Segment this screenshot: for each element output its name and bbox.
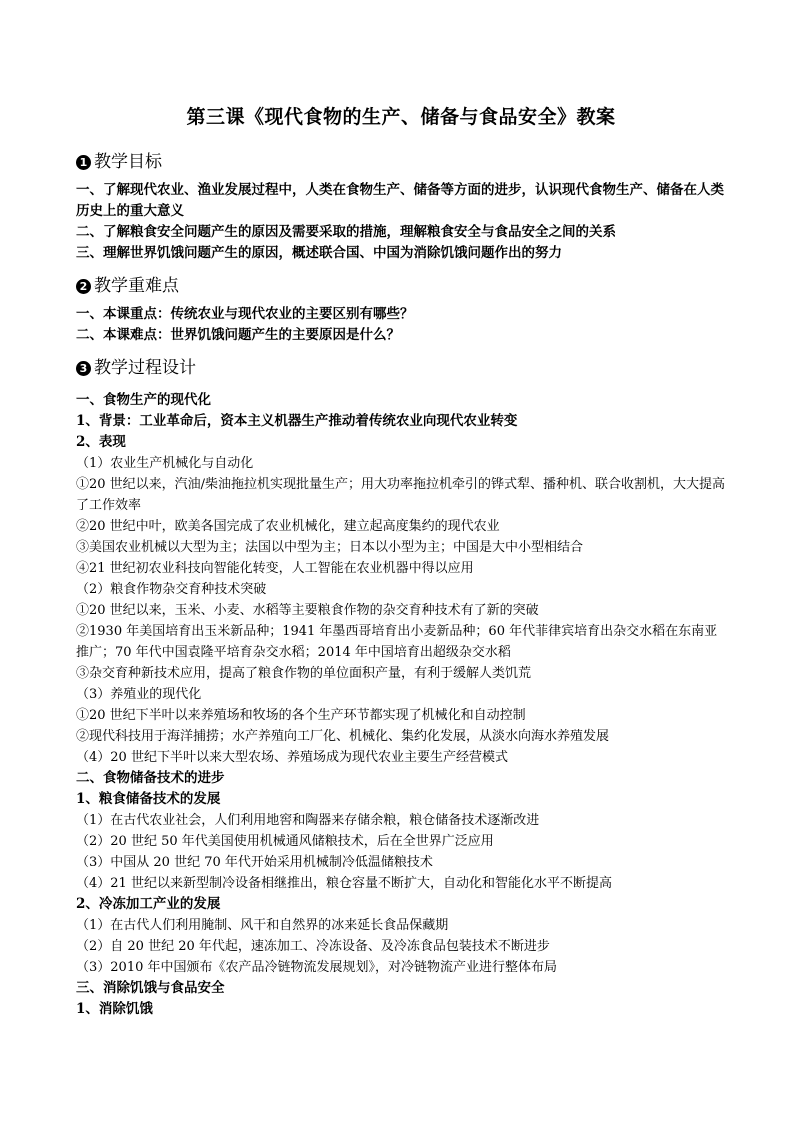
section-heading-text: 教学过程设计 [94,358,196,378]
process-text-line: （1）农业生产机械化与自动化 [76,456,254,471]
process-heading-line: 1、消除饥饿 [76,1001,153,1017]
objective-item: 二、了解粮食安全问题产生的原因及需要采取的措施，理解粮食安全与食品安全之间的关系 [76,224,616,240]
keypoint-item: 一、本课重点：传统农业与现代农业的主要区别有哪些？ [76,306,414,322]
process-text-line: （3）养殖业的现代化 [76,687,202,702]
process-text-line: （3）中国从 20 世纪 70 年代开始采用机械制冷低温储粮技术 [76,855,433,870]
section-process-heading [76,356,726,380]
process-text-line: （2）粮食作物杂交育种技术突破 [76,582,267,597]
process-text-line: ④21 世纪初农业科技向智能化转变，人工智能在农业机器中得以应用 [76,561,474,576]
section-number-badge: 1 [76,155,91,170]
section-objectives-heading [76,150,726,174]
process-heading-line: 1、粮食储备技术的发展 [76,791,221,807]
process-text-line: ③美国农业机械以大型为主；法国以中型为主；日本以小型为主；中国是大中小型相结合 [76,540,584,555]
process-text-line: ②现代科技用于海洋捕捞；水产养殖向工厂化、机械化、集约化发展，从淡水向海水养殖发展 [76,729,610,744]
process-text-line: （3）2010 年中国颁布《农产品冷链物流发展规划》，对冷链物流产业进行整体布局 [76,960,557,975]
process-heading-line: 一、食物生产的现代化 [76,392,211,408]
process-text-line: （1）在古代农业社会，人们利用地窖和陶器来存储余粮，粮仓储备技术逐渐改进 [76,813,540,828]
section-number-badge: 2 [76,279,91,294]
process-text-line: ①20 世纪下半叶以来养殖场和牧场的各个生产环节都实现了机械化和自动控制 [76,708,526,723]
objective-item: 一、了解现代农业、渔业发展过程中，人类在食物生产、储备等方面的进步，认识现代食物生产、储备在人类历史上的重大意义 [76,182,724,219]
document-page [76,104,726,1020]
process-text-line: （2）自 20 世纪 20 年代起，速冻加工、冷冻设备、及冷冻食品包装技术不断进步 [76,939,550,954]
process-text-line: ②20 世纪中叶，欧美各国完成了农业机械化，建立起高度集约的现代农业 [76,519,500,534]
document-title: 第三课《现代食物的生产、储备与食品安全》教案 [186,106,616,128]
process-heading-line: 1、背景：工业革命后，资本主义机器生产推动着传统农业向现代农业转变 [76,413,518,429]
process-text-line: （1）在古代人们利用腌制、风干和自然界的冰来延长食品保藏期 [76,918,449,933]
process-body [76,390,726,1020]
process-text-line: ①20 世纪以来，汽油/柴油拖拉机实现批量生产；用大功率拖拉机牵引的铧式犁、播种机、联合收割机，大大提高了工作效率 [76,477,726,513]
section-heading-text: 教学重难点 [94,276,179,296]
process-text-line: （4）20 世纪下半叶以来大型农场、养殖场成为现代农业主要生产经营模式 [76,750,508,765]
process-text-line: ①20 世纪以来，玉米、小麦、水稻等主要粮食作物的杂交育种技术有了新的突破 [76,603,539,618]
process-text-line: （4）21 世纪以来新型制冷设备相继推出，粮仓容量不断扩大，自动化和智能化水平不断提高 [76,876,612,891]
process-heading-line: 三、消除饥饿与食品安全 [76,980,225,996]
section-number-badge: 3 [76,361,91,376]
process-heading-line: 二、食物储备技术的进步 [76,770,225,786]
keypoint-item: 二、本课难点：世界饥饿问题产生的主要原因是什么？ [76,327,400,343]
process-text-line: ③杂交育种新技术应用，提高了粮食作物的单位面积产量，有利于缓解人类饥荒 [76,666,532,681]
process-text-line: （2）20 世纪 50 年代美国使用机械通风储粮技术，后在全世界广泛应用 [76,834,494,849]
process-heading-line: 2、表现 [76,434,126,450]
section-heading-text: 教学目标 [94,152,162,172]
section-keypoints-heading [76,274,726,298]
process-text-line: ②1930 年美国培育出玉米新品种；1941 年墨西哥培育出小麦新品种；60 年代菲律宾培育出杂交水稻在东南亚推广；70 年代中国袁隆平培育杂交水稻；2014 年中国培育出超级杂交水稻 [76,624,718,660]
objective-item: 三、理解世界饥饿问题产生的原因，概述联合国、中国为消除饥饿问题作出的努力 [76,245,562,261]
process-heading-line: 2、冷冻加工产业的发展 [76,896,221,912]
